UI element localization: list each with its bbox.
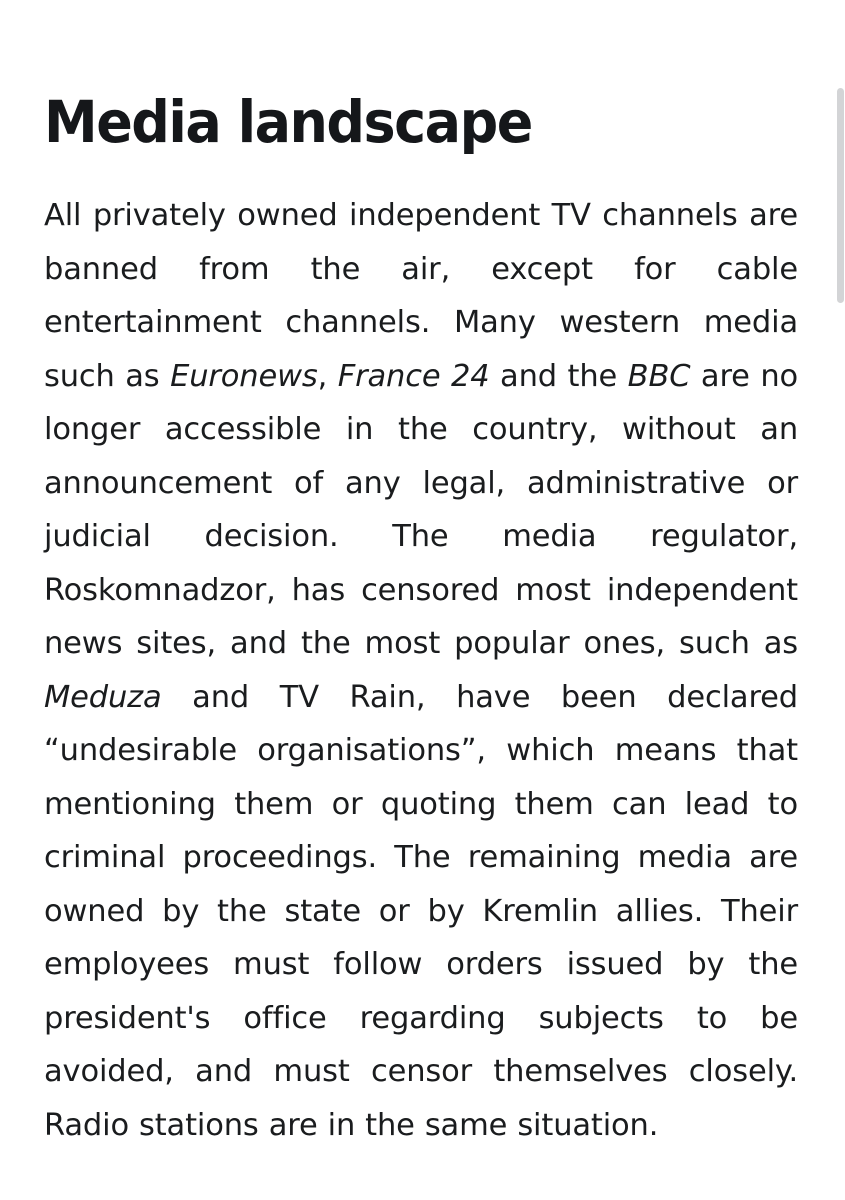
emphasised-text: Meduza	[44, 679, 162, 715]
vertical-scrollbar-thumb[interactable]	[837, 88, 844, 303]
body-text: ,	[317, 358, 338, 394]
article-container	[44, 88, 799, 1152]
emphasised-text: France 24	[337, 358, 490, 394]
page-title: Media landscape	[44, 88, 532, 156]
body-text: and TV Rain, have been declared “undesirable organisations”, which means that mentioning them or quoting them can lead to criminal proceedings. The remaining media are owned by the state or by Kremlin allies. Their employees must follow orders issued by the president's office regarding subjects to be avoided, and must censor themselves closely. Radio stations are in the same situation.	[44, 679, 798, 1143]
vertical-scrollbar-track[interactable]	[835, 0, 845, 1200]
emphasised-text: Euronews	[170, 358, 318, 394]
body-text: are no longer accessible in the country, without an announcement of any legal, administrative or judicial decision. The media regulator, Roskomnadzor, has censored most independent news sites, and the most popular ones, such as	[44, 358, 799, 662]
body-text: and the	[489, 358, 628, 394]
body-text: All privately owned independent TV channels are banned from the air, except for cable entertainment channels. Many western media such as	[44, 198, 798, 394]
emphasised-text: BBC	[627, 358, 691, 394]
article-body-paragraph	[44, 189, 798, 1152]
